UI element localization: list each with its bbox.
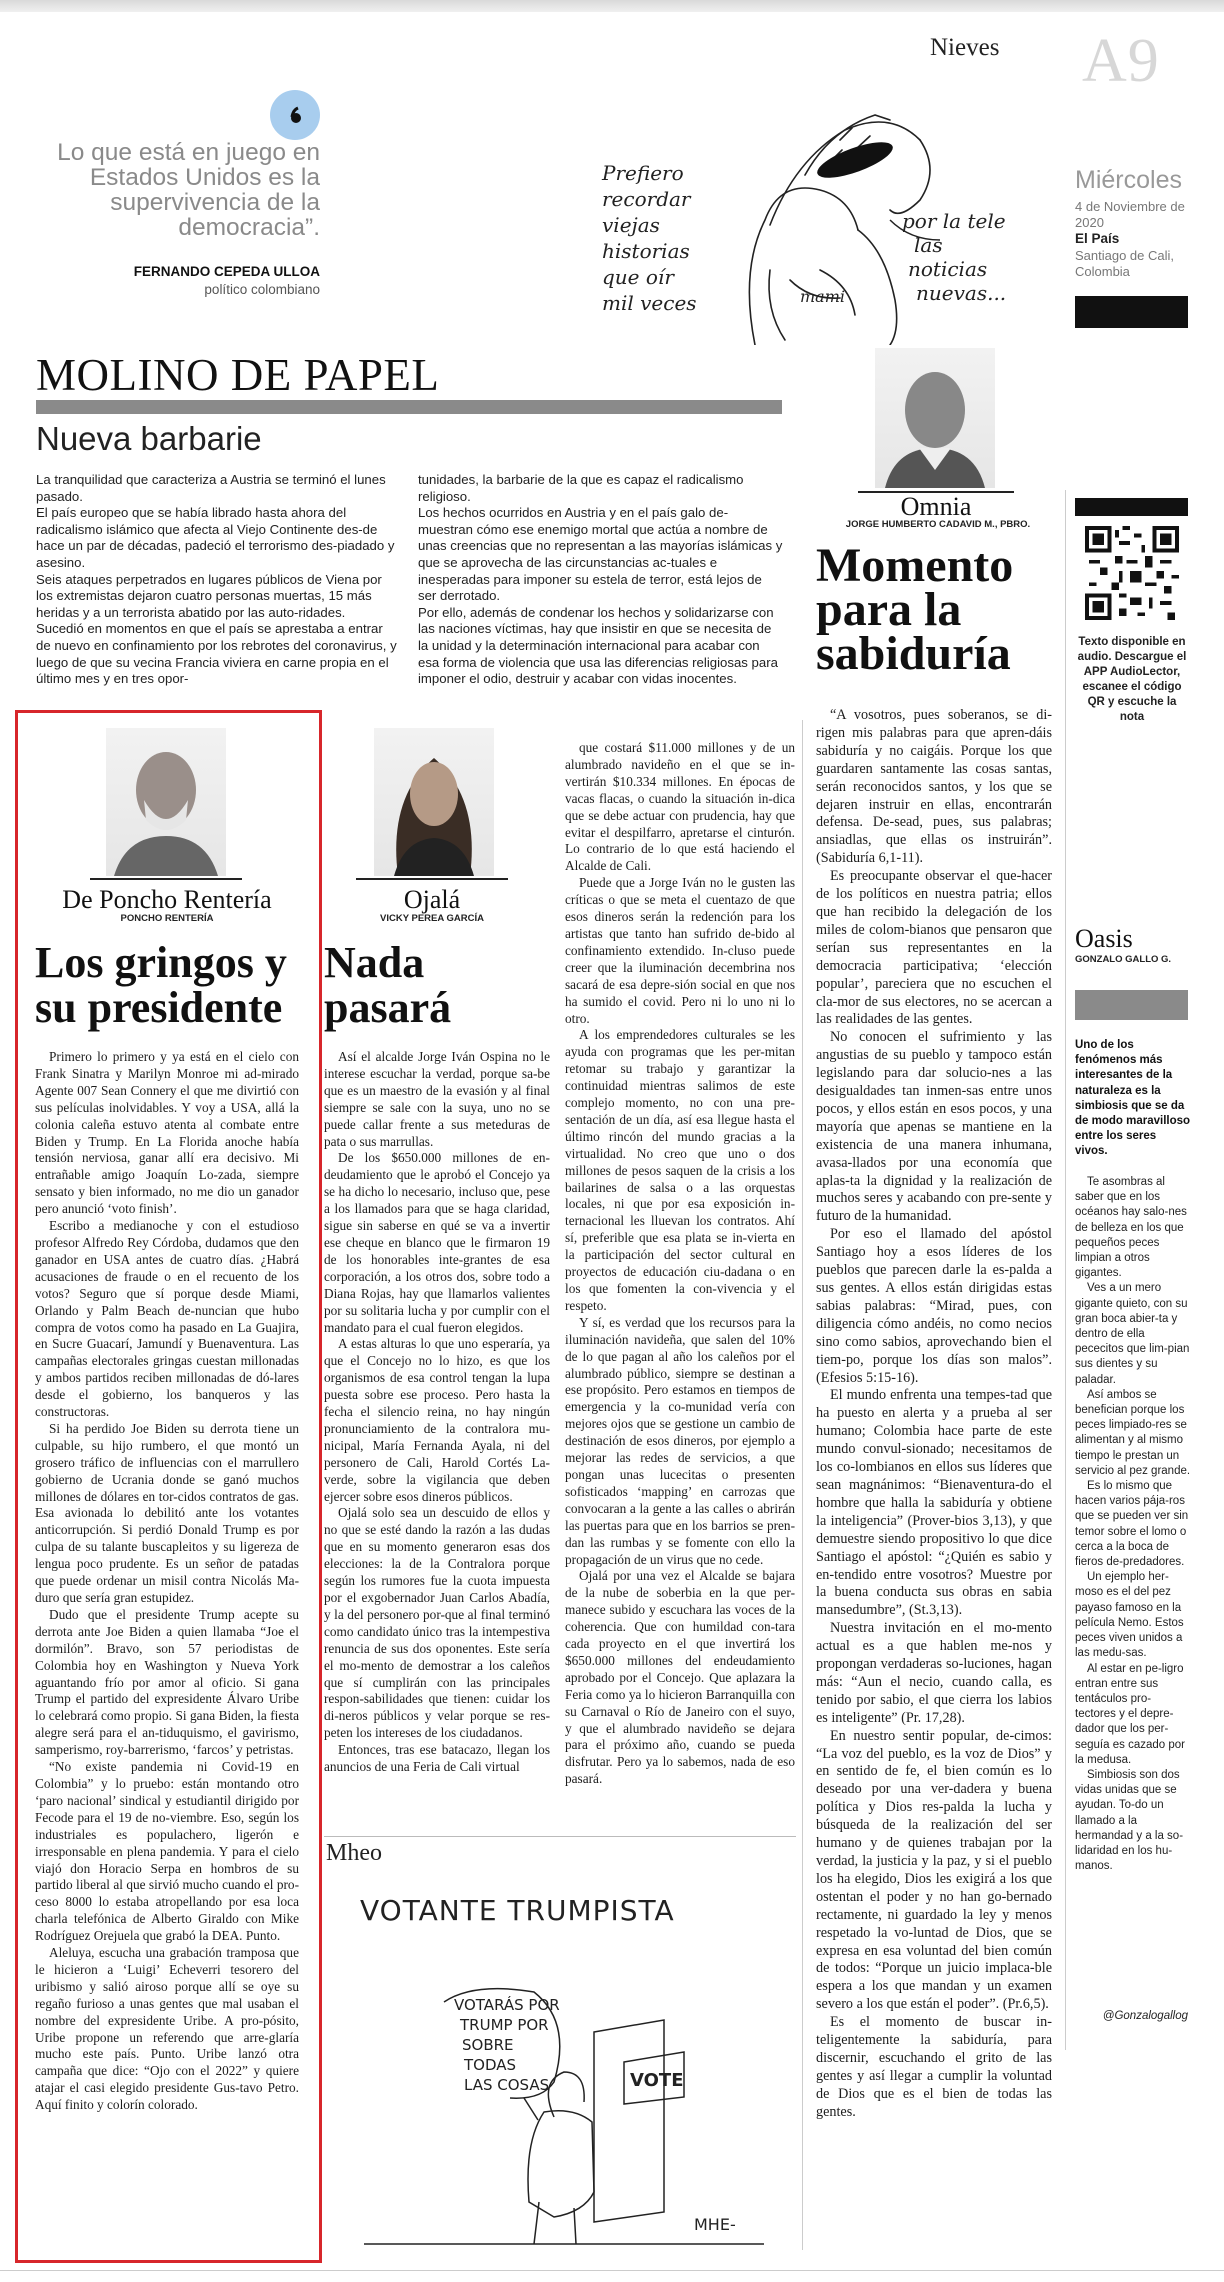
ojala-author: VICKY PEREA GARCÍA — [380, 913, 484, 924]
mheo-bubble-line: TRUMP POR — [460, 2016, 549, 2034]
renteria-body — [35, 1049, 299, 2114]
top-gray-band — [0, 0, 1224, 12]
oasis-para: Es lo mismo que hacen varios pája-ros que se pueden ver sin temor sobre el lomo o cerca a la boca de fieros de-predadores. — [1075, 1480, 1189, 1569]
oasis-column-name: Oasis — [1075, 924, 1133, 953]
oasis-handle: @Gonzalogallog — [1102, 2010, 1188, 2022]
oasis-para: Al estar en pe-ligro entran entre sus tentáculos pro-tectores y el depre-dador que los per-seguía es cazado por la medusa. — [1075, 1662, 1185, 1766]
omnia-para: Por eso el llamado del apóstol Santiago hoy a esos líderes de los pueblos que parecen darle la es-palda a sus gentes. A ellos están dirigidas estas sabias palabras: “Mirad, pues, con diligencia cómo andéis, no como necios sino como sabios, aprovechando bien el tiem-po, porque los días son malos”. (Efesios 5:15-16). — [816, 1226, 1052, 1386]
quote-text: Lo que está en juego en Estados Unidos es la supervivencia de la democracia”. — [57, 139, 320, 241]
renteria-para: Aleluya, escucha una grabación tramposa que le hicieron a ‘Luigi’ Echeverri tesorero del uribismo y salió airoso porque allí se oye su regaño furioso a unas gentes que mal usaban el nombre del expresidente Uribe. A pro-pósito, Uribe propone un referendo que arre-glaría mucho este país. Punto. Uribe lanzó otra campaña que dice: “Ojo con el 2022” y quiere atajar el casi elegido presidente Gus-tavo Petro. Aquí finito y colorín colorado. — [35, 1945, 299, 2113]
masthead-city: Santiago de Cali, Colombia — [1075, 248, 1175, 279]
omnia-body — [816, 707, 1052, 2122]
cartoon-tag: mami — [800, 287, 845, 306]
ojala-para: Y sí, es verdad que los recursos para la iluminación navideña, que salen del 10% de lo que pagan al año los caleños por el alumbrado público, siempre se destinan a ese propósito. Pero estamos en tiempos de emergencia y la co-munidad vería con mejores ojos que se gestione un cambio de destinación de esos dineros, por ejemplo a mejorar las redes de servicios, a que pongan unas lucecitas o presenten sofisticados ‘mapping’ en carrozas que convocaran a la gente a las calles o abrirán las puertas para que en los barrios se pren-dan las rumbas y se fomente con ello la propagación de un virus que no cede. — [565, 1314, 795, 1567]
masthead-day: Miércoles — [1075, 166, 1182, 194]
mheo-vote-sign: VOTE — [630, 2070, 684, 2091]
omnia-para: No conocen el sufrimiento y las angustias de su pueblo y tampoco están legislando para dar solucio-nes a las desigualdades tan inmen-sas entre unos pocos, y ellos están en esos pocos, y una mayoría que apenas se mantiene en la existencia de una manera inhumana, avasa-llados por una economía que aplas-ta la dignidad y la realización de muchos seres y acabando con pre-sente y futuro de la humanidad. — [816, 1029, 1052, 1225]
oasis-para: Te asombras al saber que en los océanos hay salo-nes de belleza en los que pequeños peces limpian a otros gigantes. — [1075, 1176, 1187, 1280]
qr-instructions — [1072, 635, 1192, 725]
ojala-headline-line: Nada — [324, 938, 425, 987]
ojala-para: Así el alcalde Jorge Iván Ospina no le interese escuchar la verdad, porque sa-be que es un maestro de la evasión y al final siempre se sale con la suya, uno no se puede callar frente a sus meteduras de pata o sus marrullas. — [324, 1049, 550, 1149]
molino-col1-para: El país europeo que se había librado hasta ahora del radicalismo islámico que afecta al Viejo Continente des-de hace un par de décadas, padeció el terrorismo des-piadado y asesino. — [36, 505, 395, 570]
renteria-para: Dudo que el presidente Trump acepte su derrota ante Joe Biden a quien llamaba “Joe el dormilón”. Bravo, son 57 periodistas de Colombia hoy en Washington y Nueva York aguantando frío por amor al oficio. Si gana Trump el partido del expresidente Álvaro Uribe lo celebrará como propio. Si gana Biden, la fiesta alegre será para el an-tiduquismo, el gavirismo, samperismo, roy-barrerismo, ‘farcos’ y petristas. — [35, 1606, 299, 1758]
ojala-headline — [324, 940, 451, 1030]
cartoon-right-line-1: por la tele — [902, 209, 1006, 233]
renteria-para: “No existe pandemia ni Covid-19 en Colombia” y lo pruebo: están montando otro ‘paro nacional’ sindical y estudiantil dirigido por Fecode para el 19 de no-viembre. Eso, según los industriales es populachero, ligerón e irresponsable en plena pandemia. Y para el cielo viajó don Horacio Serpa en hombros de su partido liberal al que sirvió mucho cuando el pro-ceso 8000 lo estaba atropellando por esa loca charla telefónica de Alberto Giraldo con Mike Rodríguez Orejuela que grabó la DEA. Punto. — [35, 1759, 299, 1944]
author-photo-perea — [374, 728, 494, 876]
cartoon-left-line-5: que oír — [602, 265, 674, 289]
renteria-headline-line: su presidente — [35, 983, 283, 1032]
cartoon-right-line-3: noticias — [908, 257, 988, 281]
oasis-author: GONZALO GALLO G. — [1075, 954, 1172, 965]
ojala-para: De los $650.000 millones de en-deudamiento que le aprobó el Concejo ya se ha dicho lo necesario, incluso que, pese a los llamados para que se haga claridad, sigue sin saberse en qué se va a invertir ese cheque en blanco que le firmaron 19 de los honorables inte-grantes de esa corporación, a los otros dos, sobre todo a Diana Rojas, hay que llamarlos valientes por su solitaria lucha y por cumplir con el mandato para el cual fueron elegidos. — [324, 1150, 550, 1335]
mheo-bubble-line: SOBRE — [462, 2036, 514, 2054]
renteria-author: PONCHO RENTERÍA — [120, 913, 214, 924]
omnia-headline-line: Momento — [816, 539, 1014, 592]
molino-column-1 — [36, 472, 401, 688]
mheo-caption: VOTANTE TRUMPISTA — [360, 1894, 675, 1927]
ojala-headline-line: pasará — [324, 983, 452, 1032]
ojala-para: que costará $11.000 millones y de un alumbrado navideño en el que se in-vertirán $10.334 millones. En épocas de vacas flacas, o cuando la situación in-dica que se debe actuar con prudencia, hay que evitar el despilfarro, apretarse el cinturón. Lo contrario de lo que está haciendo el Alcalde de Cali. — [565, 740, 795, 874]
molino-gray-bar — [36, 400, 782, 414]
cartoon-right-line-2: las — [914, 233, 943, 257]
qr-text-line: QR y escuche la — [1087, 696, 1177, 708]
omnia-headline-line: sabiduría — [816, 627, 1011, 680]
oasis-para: Ves a un mero gigante quieto, con su gran boca abier-ta y dentro de ella pececitos que lim-pian sus dientes y su paladar. — [1075, 1282, 1190, 1386]
ojala-body-col2 — [565, 740, 795, 1788]
omnia-para: Es el momento de buscar in-teligentemente la sabiduría, para discernir, escuchando el grito de las gentes y así llegar a cumplir la voluntad de Dios que es el bien de todas las gentes. — [816, 2014, 1052, 2120]
molino-col2-para: tunidades, la barbarie de la que es capaz el radicalismo religioso. — [418, 472, 744, 504]
column-divider — [1065, 490, 1066, 2050]
molino-col1-para: Seis ataques perpetrados en lugares públicos de Viena por los extremistas dejaron cuatro personas muertas, 15 más heridas y a un terrorista abatido por las auto-ridades. — [36, 571, 382, 620]
cartoon-right-line-4: nuevas... — [916, 281, 1007, 305]
molino-col2-para: Los hechos ocurridos en Austria y en el país galo de-muestran cómo ese enemigo mortal que actúa a nombre de unas creencias que no representan a las mayorías islámicas y que se aprovecha de las circunstancias ac-tuales e inesperadas para imponer su estela de terror, está lejos de ser derrotado. — [418, 505, 783, 604]
ojala-para: Ojalá por una vez el Alcalde se bajara de la nube de soberbia en la que per-manece subido y escuchara las voces de la coherencia. Que con humildad con-tara cada proyecto en el que invertirá los $650.000 millones del endeudamiento aprobado por el Concejo. Que aplazara la Feria como ya lo hicieron Barranquilla con su Carnaval o Río de Janeiro con el suyo, y que el alumbrado navideño se dejara para el próximo año, cuando se pueda disfrutar. Pero ya lo sabemos, nada de eso pasará. — [565, 1568, 795, 1787]
quote-mark-icon — [270, 90, 320, 140]
masthead-paper: El País — [1075, 231, 1120, 246]
molino-col2-para: Por ello, además de condenar los hechos y solidarizarse con las naciones víctimas, hay que insistir en que se necesita de la unidad y la determinación internacional para acabar con esa forma de violencia que usa las diferencias religiosas para imponer el odio, destruir y acabar con vidas inocentes. — [418, 604, 778, 687]
cartoon-left-line-6: mil veces — [602, 291, 697, 315]
omnia-para: Es preocupante observar el que-hacer de los políticos en nuestra patria; ellos que han recibido la delegación de los miles de colom-bianos que pensaron que serían sus representantes en la democracia participativa; ‘elección popular’, pareciera que no escuchen el cla-mor de sus electores, no se acercan a las realidades de las gentes. — [816, 868, 1052, 1028]
omnia-para: “A vosotros, pues soberanos, se di-rigen mis palabras para que apren-dáis sabiduría y no caigáis. Porque los que guardaren santamente las cosas santas, serán reconocidos santos, y los que se dejaren instruir en ellas, encontrarán defensa. De-sead, pues, sus palabras; ansiadlas, que ellas os instruirán”. (Sabiduría 6,1-11). — [816, 707, 1052, 867]
qr-text-line: APP AudioLector, — [1083, 666, 1181, 678]
top-cartoon — [590, 70, 1060, 345]
ojala-para: A los emprendedores culturales se les ayuda con programas que les per-mitan retomar su trabajo y garantizar la continuidad mientras salimos de este complejo momento, no con una pre-sentación de un día, así esa llegue hasta el último rincón del mundo gracias a la virtualidad. No creo que uno o dos millones de pesos saquen de la crisis a los bailarines de salsa o a las orquestas locales, ni que por esa exposición in-ternacional les lluevan los contratos. Ahí sí, preferible que esa plata se in-vierta en la participación del sector cultural en proyectos de educación ciu-dadana o en los que fomenten la con-vivencia y el respeto. — [565, 1027, 795, 1313]
renteria-para: Primero lo primero y ya está en el cielo con Frank Sinatra y Marilyn Monroe mi ad-mirado Agente 007 Sean Connery el que me divirtió con sus películas inolvidables. Y voy a USA, allá la colonia caleña estuvo atenta al combate entre Biden y Trump. En La Florida anoche había tensión nerviosa, ganar allí era decisivo. Mi entrañable amigo Joaquín Lo-zada, siempre sensato y bien informado, no me dio un ganador pero anunció ‘voto finish’. — [35, 1049, 299, 1217]
page-number: A9 — [1082, 27, 1160, 95]
oasis-para: Simbiosis son dos vidas unidas que se ayudan. To-do un llamado a la hermandad y a la so-lidaridad en los hu-manos. — [1075, 1768, 1184, 1873]
renteria-para: Escribo a medianoche y con el estudioso profesor Alfredo Rey Córdoba, dudamos que den ganador en USA antes de cuatro días. ¿Habrá acusaciones de fraude o en el recuento de los votos? Seguro que sí porque desde Miami, Orlando y Palm Beach de-nuncian que hubo compra de votos como ha pasado en La Guajira, en Sucre Guacarí, Jamundí y Buenaventura. Las campañas electorales gringas cuestan millonadas y ambos partidos reciben millonadas de dó-lares desde el gobierno, los banqueros y las constructoras. — [35, 1218, 299, 1420]
qr-black-bar — [1075, 498, 1188, 516]
omnia-author: JORGE HUMBERTO CADAVID M., PBRO. — [845, 519, 1031, 530]
masthead-black-bar — [1075, 296, 1188, 328]
qr-code-icon[interactable] — [1085, 526, 1179, 620]
mheo-top-rule — [324, 1836, 796, 1837]
mheo-bubble-line: LAS COSAS — [464, 2076, 550, 2094]
column-divider — [802, 720, 803, 2250]
omnia-column-name: Omnia — [900, 492, 972, 521]
omnia-para: Nuestra invitación en el mo-mento actual es a que hablen me-nos y propongan verdaderas so-luciones, hagan más: “Aun el necio, cuando calla, es tenido por sabio, el que cierra los labios es inteligente” (Pr. 17,28). — [816, 1620, 1052, 1726]
author-photo-cadavid — [875, 348, 995, 488]
cartoon-left-line-4: historias — [602, 239, 690, 263]
bottom-rule — [0, 2270, 1224, 2271]
molino-section-title: MOLINO DE PAPEL — [36, 350, 440, 400]
cartoon-left-line-3: viejas — [602, 213, 660, 237]
perea-photo-rule — [356, 878, 508, 880]
molino-headline: Nueva barbarie — [36, 420, 262, 457]
omnia-para: En nuestro sentir popular, de-cimos: “La voz del pueblo, es la voz de Dios” y en sentido de fe, el bien común es lo deseado por una ver-dadera y buena política y Dios res-palda la lucha y búsqueda de la realización del ser humano y de quienes trabajan por la verdad, la justicia y la paz, y si el pueblo los ha elegido, Dios les exigirá a los que ostentan el poder y no han go-bernado rectamente, ni guardado la ley y menos respetado la vo-luntad de Dios, que se expresa en esa voluntad del bien común de todos: “Porque un juicio implaca-ble espera a los que mandan y un examen severo a los que están el poder”. (Pr.6,5). — [816, 1727, 1052, 2013]
omnia-headline-line: para la — [816, 583, 962, 636]
qr-text-line: escanee el código — [1082, 681, 1182, 693]
renteria-photo-rule — [90, 878, 242, 880]
author-photo-renteria — [106, 728, 226, 876]
oasis-gray-bar — [1075, 990, 1188, 1020]
ojala-para: A estas alturas lo que uno esperaría, ya que el Concejo no lo hizo, es que los organismos de esa control tengan la lupa puesta sobre ese proceso. Pero hasta la fecha el silencio reina, no hay ningún pronunciamiento de la contralora mu-nicipal, María Fernanda Ayala, ni del personero de Cali, Harold Cortés La-verde, sobre la vigilancia que deben ejercer sobre esos dineros públicos. — [324, 1336, 550, 1504]
oasis-body — [1075, 1175, 1191, 1874]
omnia-headline — [816, 539, 1014, 680]
quote-author: FERNANDO CEPEDA ULLOA — [133, 264, 320, 279]
oasis-para: Así ambos se benefician porque los peces limpiado-res se alimentan y al mismo tiempo le prestan un servicio al pez grande. — [1075, 1388, 1191, 1477]
oasis-para: Un ejemplo her-moso es el del pez payaso famoso en la película Nemo. Estos peces viven unidos a las medu-sas. — [1075, 1571, 1184, 1660]
ojala-body-col1 — [324, 1049, 550, 1776]
quote-role: político colombiano — [204, 282, 320, 297]
renteria-headline-line: Los gringos y — [35, 938, 287, 987]
mheo-bubble-line: TODAS — [464, 2056, 517, 2074]
qr-text-line: Texto disponible en — [1078, 636, 1186, 648]
qr-text-line: nota — [1119, 711, 1145, 723]
ojala-column-name: Ojalá — [403, 885, 461, 914]
oasis-lead: Uno de los fenómenos más interesantes de la naturaleza es la simbiosis que se da de modo maravilloso entre los seres vivos. — [1075, 1039, 1191, 1158]
ojala-para: Entonces, tras ese batacazo, llegan los anuncios de una Feria de Cali virtual — [324, 1742, 550, 1775]
mheo-cartoon — [324, 1872, 796, 2257]
mheo-signature: MHE- — [694, 2215, 736, 2234]
masthead-date: 4 de Noviembre de 2020 — [1075, 199, 1185, 230]
renteria-para: Si ha perdido Joe Biden su derrota tiene un culpable, su hijo rumbero, el que montó un grosero tráfico de influencias con el marrullero gobierno de Ucrania donde se ganó muchos millones de dólares en tor-cidos contratos de gas. Esa avionada lo debilitó ante los votantes anticorrupción. Si perdió Donald Trump es por culpa de su talante buscapleitos y su ligereza de lengua poco prudente. Es un señor de patadas que puede ordenar un misil contra Nicolás Ma-duro que sería gran estupidez. — [35, 1420, 299, 1605]
omnia-para: El mundo enfrenta una tempes-tad que ha puesto en alerta y a prueba al ser humano; Colombia hace parte de este mundo convul-sionado; necesitamos de los co-lombianos en ellos sus líderes que sean magnánimos: “Bienaventura-do el hombre que halla la sabiduría y obtiene la inteligencia” (Prover-bios 3,13), y que demuestre siendo propositivo lo que dice Santiago el apóstol: “¿Quién es sabio y en-tendido entre vosotros? Muestre por la buena conducta sus obras en sabia mansedumbre”, (St.3,13). — [816, 1387, 1052, 1619]
section-name: Nieves — [930, 34, 1000, 61]
renteria-headline — [35, 940, 287, 1030]
mheo-bubble-line: VOTARÁS POR — [454, 1996, 560, 2014]
renteria-column-name: De Poncho Rentería — [62, 885, 272, 914]
cartoon-left-line-1: Prefiero — [602, 161, 684, 185]
ojala-para: Ojalá solo sea un descuido de ellos y no que se esté dando la razón a las dudas que en su momento generaron esas dos elecciones: la de la Contralora porque según los rumores fue la cuota impuesta por el exgobernador Juan Carlos Abadía, y la del personero por-que al final terminó como candidato único tras la intempestiva renuncia de sus dos oponentes. Este sería el mo-mento de demostrar a los caleños que sí cumplirán con las principales respon-sabilidades que tienen: cuidar los di-neros públicos y velar porque se res-peten los intereses de los ciudadanos. — [324, 1505, 550, 1741]
molino-col1-para: La tranquilidad que caracteriza a Austria se terminó el lunes pasado. — [36, 472, 386, 504]
mheo-column-name: Mheo — [326, 1840, 382, 1866]
ojala-para: Puede que a Jorge Iván no le gusten las críticas o que se meta el cuentazo de que esos dineros serán la redención para los artistas que tanto han sufrido de-bido al confinamiento extendido. In-cluso puede creer que la iluminación decembrina nos sacará de esa depre-sión social en que nos ha sumido el covid. Pero ni lo uno ni lo otro. — [565, 875, 795, 1026]
molino-column-2 — [418, 472, 783, 688]
qr-text-line: audio. Descargue el — [1077, 651, 1187, 663]
cartoon-left-line-2: recordar — [602, 187, 691, 211]
molino-col1-para: Sucedió en momentos en que el país se aprestaba a entrar de nuevo en confinamiento por los rebrotes del coronavirus, y luego de que su vecina Francia viviera en carne propia en el último mes y en tres opor- — [36, 621, 397, 687]
